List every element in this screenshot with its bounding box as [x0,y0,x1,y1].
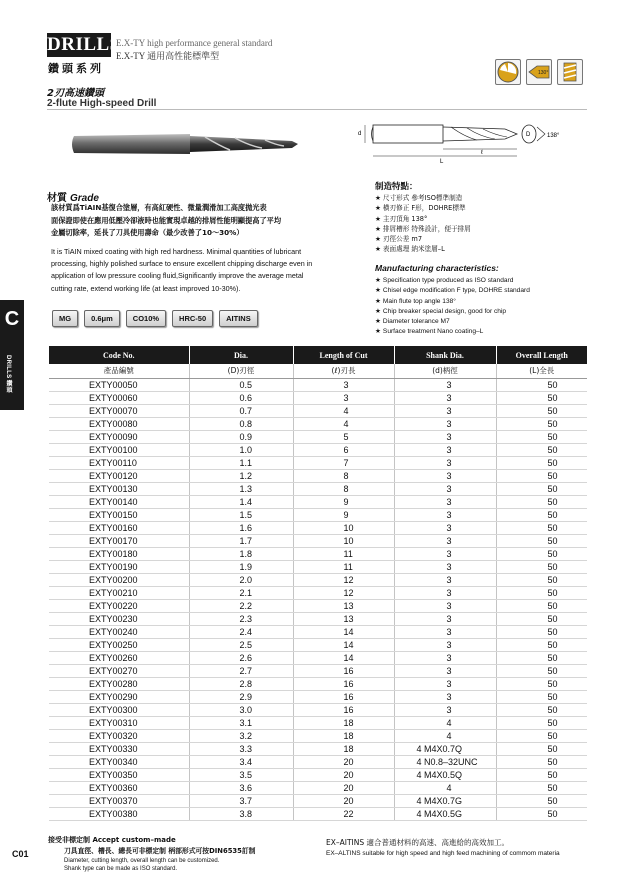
cell-loc: 8 [293,469,394,482]
cell-dia: 1.9 [189,560,293,573]
cell-shank: 3 [394,378,496,391]
features-list-en [375,276,595,338]
cell-dia: 3.5 [189,768,293,781]
section-word: DRILLS 鑽頭 [5,355,11,394]
cell-dia: 3.8 [189,807,293,820]
grade-en-line: It is TiAIN mixed coating with high red hardness. Minimal quantities of lubricant [51,247,302,256]
cell-oal: 50 [496,729,587,742]
drill-technical-drawing [355,113,577,165]
cell-oal: 50 [496,586,587,599]
svg-text:ℓ: ℓ [481,150,483,156]
grade-title-cn: 材質 [47,193,67,204]
point-angle-icon [526,59,552,85]
feature-item: ★ 表面處理 納米塗層–L [375,245,445,254]
cell-shank: 3 [394,417,496,430]
cell-loc: 10 [293,521,394,534]
cell-oal: 50 [496,573,587,586]
cell-dia: 3.4 [189,755,293,768]
cell-code: EXTY00100 [49,443,189,456]
cell-shank: 3 [394,534,496,547]
spec-badges [52,310,258,327]
grade-en-line: application of low pressure cooling fluid,Significantly improve the average metal [51,271,304,281]
cell-shank: 3 [394,443,496,456]
star-icon: ★ [375,328,381,336]
coating-icon [557,59,583,85]
custom-detail-cn: 刀具直徑、槽長、總長可非標定制 柄部形式可按DIN6535訂制 [64,847,256,855]
cell-dia: 3.1 [189,716,293,729]
cell-code: EXTY00180 [49,547,189,560]
cell-loc: 9 [293,495,394,508]
cell-shank: 4 M4X0.5G [394,807,496,820]
cell-oal: 50 [496,651,587,664]
cell-code: EXTY00260 [49,651,189,664]
cell-loc: 6 [293,443,394,456]
cell-dia: 2.7 [189,664,293,677]
cell-loc: 14 [293,651,394,664]
cell-loc: 9 [293,508,394,521]
cell-code: EXTY00130 [49,482,189,495]
cell-oal: 50 [496,378,587,391]
star-icon: ★ [375,245,381,254]
cell-oal: 50 [496,807,587,820]
cell-code: EXTY00300 [49,703,189,716]
cell-code: EXTY00140 [49,495,189,508]
cell-code: EXTY00250 [49,638,189,651]
cell-shank: 3 [394,651,496,664]
aitins-cn: EX–AITINS 適合普通材料的高速、高進給的高效加工。 [326,838,510,847]
badge-cobalt: CO10% [126,310,166,327]
cell-dia: 0.7 [189,404,293,417]
cell-oal: 50 [496,482,587,495]
cell-loc: 20 [293,768,394,781]
star-icon: ★ [375,318,381,326]
cell-dia: 0.5 [189,378,293,391]
flute-section-icon [495,59,521,85]
cell-dia: 3.0 [189,703,293,716]
cell-loc: 16 [293,677,394,690]
footer-custom [48,835,255,873]
cell-shank: 4 M4X0.7Q [394,742,496,755]
table-row [49,677,587,690]
cell-code: EXTY00170 [49,534,189,547]
cell-shank: 3 [394,625,496,638]
cell-dia: 1.4 [189,495,293,508]
cell-dia: 3.7 [189,794,293,807]
cell-loc: 16 [293,703,394,716]
star-icon: ★ [375,297,381,305]
cell-loc: 20 [293,755,394,768]
cell-code: EXTY00200 [49,573,189,586]
cell-oal: 50 [496,495,587,508]
table-row [49,807,587,820]
table-row [49,417,587,430]
grade-en-line: cutting rate, extend working life (at least improved 10-30%). [51,283,241,293]
cell-oal: 50 [496,430,587,443]
cell-shank: 3 [394,482,496,495]
subtitle-en: 2-flute High-speed Drill [47,98,157,109]
star-icon: ★ [375,235,381,244]
cell-oal: 50 [496,599,587,612]
cell-shank: 3 [394,456,496,469]
feature-item: ★ Surface treatment Nano coating–L [375,328,484,336]
cell-code: EXTY00070 [49,404,189,417]
table-row [49,482,587,495]
cell-code: EXTY00370 [49,794,189,807]
table-row [49,651,587,664]
table-row [49,625,587,638]
cell-shank: 3 [394,638,496,651]
cell-oal: 50 [496,625,587,638]
cell-oal: 50 [496,768,587,781]
star-icon: ★ [375,194,381,202]
brand-line-en: E.X-TY high performance general standard [116,38,273,48]
cell-dia: 1.0 [189,443,293,456]
grade-cn-line: 金屬切除率，延長了刀具使用壽命（最少改善了10～30%） [51,228,244,237]
cell-shank: 3 [394,391,496,404]
feature-item: ★ 刃徑公差 m7 [375,235,423,244]
cell-code: EXTY00290 [49,690,189,703]
cell-code: EXTY00150 [49,508,189,521]
cell-loc: 12 [293,586,394,599]
divider [47,109,587,110]
cell-dia: 1.5 [189,508,293,521]
cell-oal: 50 [496,781,587,794]
cell-oal: 50 [496,560,587,573]
cell-loc: 14 [293,638,394,651]
cell-code: EXTY00360 [49,781,189,794]
col-header-dia: Dia. [189,346,293,364]
cell-code: EXTY00160 [49,521,189,534]
cell-loc: 7 [293,456,394,469]
table-row [49,430,587,443]
cell-dia: 0.6 [189,391,293,404]
cell-loc: 10 [293,534,394,547]
cell-shank: 3 [394,573,496,586]
cell-oal: 50 [496,521,587,534]
cell-oal: 50 [496,794,587,807]
cell-shank: 3 [394,547,496,560]
cell-dia: 1.8 [189,547,293,560]
table-row [49,716,587,729]
badge-grain: 0.6μm [84,310,120,327]
cell-oal: 50 [496,742,587,755]
table-row [49,573,587,586]
grade-description-cn [51,202,346,240]
col-header-code: Code No. [49,346,189,364]
custom-detail-en2: Shank type can be made as ISO standard. [64,866,178,872]
cell-oal: 50 [496,417,587,430]
feature-item: ★ Specification type produced as ISO standard [375,277,514,284]
col-header-oal: Overall Length [496,346,587,364]
aitins-en: EX–ALTINS suitable for high speed and high feed machining of commom materia [326,850,560,857]
star-icon: ★ [375,214,381,223]
cell-loc: 8 [293,482,394,495]
grade-en-line: processing, highly polished surface to ensure excellent chipping discharge even in [51,259,313,269]
cell-dia: 1.1 [189,456,293,469]
col-subheader-loc: (ℓ)刃長 [293,364,394,378]
col-header-shank: Shank Dia. [394,346,496,364]
cell-dia: 2.1 [189,586,293,599]
cell-loc: 18 [293,729,394,742]
cell-oal: 50 [496,716,587,729]
cell-loc: 4 [293,417,394,430]
cell-dia: 2.9 [189,690,293,703]
cell-code: EXTY00310 [49,716,189,729]
feature-item: ★ Main flute top angle 138° [375,297,456,305]
features-list-cn [375,193,595,255]
cell-loc: 3 [293,378,394,391]
cell-code: EXTY00080 [49,417,189,430]
cell-shank: 4 M4X0.5Q [394,768,496,781]
table-row [49,404,587,417]
table-row [49,560,587,573]
table-row [49,742,587,755]
section-side-tab [0,300,24,410]
table-row [49,768,587,781]
cell-shank: 3 [394,612,496,625]
features-title-en: Manufacturing characteristics: [375,263,499,273]
cell-loc: 11 [293,547,394,560]
cell-shank: 3 [394,508,496,521]
cell-loc: 4 [293,404,394,417]
cell-dia: 2.5 [189,638,293,651]
feature-item: ★ Chisel edge modification F type, DOHRE standard [375,287,530,295]
cell-dia: 3.2 [189,729,293,742]
cell-shank: 3 [394,703,496,716]
star-icon: ★ [375,277,381,284]
cell-code: EXTY00120 [49,469,189,482]
table-row [49,456,587,469]
svg-text:L: L [440,159,444,165]
col-subheader-oal: (L)全長 [496,364,587,378]
cell-shank: 3 [394,560,496,573]
cell-loc: 3 [293,391,394,404]
cell-dia: 2.2 [189,599,293,612]
cell-shank: 3 [394,599,496,612]
cell-loc: 14 [293,625,394,638]
cell-dia: 1.2 [189,469,293,482]
table-row [49,534,587,547]
table-row [49,690,587,703]
cell-shank: 4 [394,781,496,794]
grade-title-en: Grade [70,193,99,204]
table-row [49,664,587,677]
cell-shank: 3 [394,495,496,508]
grade-cn-line: 面保證即使在應用低壓冷卻液時也能實現卓越的排屑性能明顯提高了平均 [51,215,282,225]
cell-oal: 50 [496,534,587,547]
cell-code: EXTY00340 [49,755,189,768]
table-row [49,469,587,482]
table-subheader-row [49,364,587,378]
table-row [49,755,587,768]
cell-loc: 11 [293,560,394,573]
table-row [49,612,587,625]
cell-code: EXTY00220 [49,599,189,612]
feature-icons [495,59,583,85]
badge-hardness: HRC-50 [172,310,213,327]
cell-code: EXTY00350 [49,768,189,781]
col-subheader-dia: (D)刃徑 [189,364,293,378]
table-row [49,521,587,534]
cell-loc: 18 [293,742,394,755]
cell-shank: 4 N0.8–32UNC [394,755,496,768]
cell-oal: 50 [496,638,587,651]
cell-loc: 13 [293,612,394,625]
cell-code: EXTY00280 [49,677,189,690]
svg-text:138°: 138° [547,133,560,139]
cell-oal: 50 [496,456,587,469]
col-subheader-shank: (d)柄徑 [394,364,496,378]
cell-code: EXTY00060 [49,391,189,404]
table-row [49,443,587,456]
custom-detail-en1: Diameter, cutting length, overall length can be customized. [64,858,220,864]
cell-shank: 3 [394,430,496,443]
svg-text:130°: 130° [538,70,549,76]
star-icon: ★ [375,224,381,233]
feature-item: ★ 主刃頂角 138° [375,214,428,223]
cell-shank: 4 [394,716,496,729]
cell-oal: 50 [496,664,587,677]
feature-item: ★ Chip breaker special design, good for chip [375,307,507,315]
table-row [49,638,587,651]
subtitle-cn: 2刃高速鑽頭 [47,88,104,99]
cell-dia: 2.3 [189,612,293,625]
table-row [49,599,587,612]
cell-dia: 3.6 [189,781,293,794]
star-icon: ★ [375,307,381,315]
cell-loc: 16 [293,664,394,677]
cell-oal: 50 [496,703,587,716]
page-number: C01 [12,849,29,859]
cell-oal: 50 [496,469,587,482]
cell-code: EXTY00230 [49,612,189,625]
cell-shank: 3 [394,690,496,703]
table-row [49,391,587,404]
feature-item: ★ Diameter tolerance M7 [375,318,450,326]
table-row [49,547,587,560]
dim-d-label: d [358,131,362,137]
custom-en: Accept custom–made [92,836,176,844]
cell-oal: 50 [496,677,587,690]
cell-dia: 2.0 [189,573,293,586]
table-row [49,781,587,794]
cell-shank: 3 [394,469,496,482]
cell-shank: 3 [394,664,496,677]
cell-code: EXTY00050 [49,378,189,391]
cell-shank: 4 M4X0.7G [394,794,496,807]
footer-aitins [326,837,560,859]
cell-dia: 1.6 [189,521,293,534]
cell-dia: 0.9 [189,430,293,443]
cell-code: EXTY00090 [49,430,189,443]
cell-shank: 4 [394,729,496,742]
spec-table [49,346,587,821]
cell-oal: 50 [496,508,587,521]
cell-shank: 3 [394,586,496,599]
feature-item: ★ 排屑槽形 特殊設計，便于排屑 [375,224,471,233]
cell-dia: 2.4 [189,625,293,638]
cell-loc: 13 [293,599,394,612]
table-row [49,495,587,508]
cell-code: EXTY00380 [49,807,189,820]
brand-label: DRILLS [47,34,121,55]
brand-line-cn: E.X-TY 通用高性能標準型 [116,51,220,61]
feature-item: ★ 尺寸形式 參考ISO標準制造 [375,194,463,202]
cell-shank: 3 [394,404,496,417]
table-row [49,703,587,716]
cell-code: EXTY00210 [49,586,189,599]
cell-code: EXTY00190 [49,560,189,573]
cell-dia: 2.8 [189,677,293,690]
cell-oal: 50 [496,391,587,404]
cell-oal: 50 [496,404,587,417]
cell-code: EXTY00330 [49,742,189,755]
cell-code: EXTY00320 [49,729,189,742]
table-row [49,508,587,521]
cell-oal: 50 [496,690,587,703]
grade-description-en [51,246,346,295]
cell-oal: 50 [496,612,587,625]
star-icon: ★ [375,204,381,213]
cell-loc: 22 [293,807,394,820]
brand-series-cn: 鑽頭系列 [48,62,104,75]
cell-loc: 16 [293,690,394,703]
section-letter: C [4,308,20,330]
col-subheader-code: 產品編號 [49,364,189,378]
cell-code: EXTY00110 [49,456,189,469]
cell-oal: 50 [496,443,587,456]
cell-loc: 20 [293,794,394,807]
table-header-row [49,346,587,364]
cell-oal: 50 [496,755,587,768]
cell-loc: 18 [293,716,394,729]
cell-code: EXTY00270 [49,664,189,677]
cell-dia: 3.3 [189,742,293,755]
cell-code: EXTY00240 [49,625,189,638]
custom-cn: 接受非標定制 [48,836,90,844]
grade-cn-line: 該材質爲TiAIN基復合塗層，有高紅硬性、微量潤滑加工高度拋光表 [51,203,267,212]
col-header-loc: Length of Cut [293,346,394,364]
table-row [49,586,587,599]
cell-loc: 5 [293,430,394,443]
svg-text:D: D [526,132,531,138]
table-row [49,729,587,742]
table-row [49,378,587,391]
badge-coating: AITINS [219,310,258,327]
cell-shank: 3 [394,521,496,534]
cell-dia: 1.7 [189,534,293,547]
cell-dia: 1.3 [189,482,293,495]
cell-shank: 3 [394,677,496,690]
drill-photo [70,126,300,166]
cell-loc: 12 [293,573,394,586]
table-row [49,794,587,807]
star-icon: ★ [375,287,381,295]
feature-item: ★ 横刃修正 F形，DOHRE標準 [375,204,466,213]
cell-dia: 2.6 [189,651,293,664]
features-title-cn: 制造特點： [375,182,418,192]
badge-substrate: MG [52,310,78,327]
cell-loc: 20 [293,781,394,794]
cell-oal: 50 [496,547,587,560]
cell-dia: 0.8 [189,417,293,430]
